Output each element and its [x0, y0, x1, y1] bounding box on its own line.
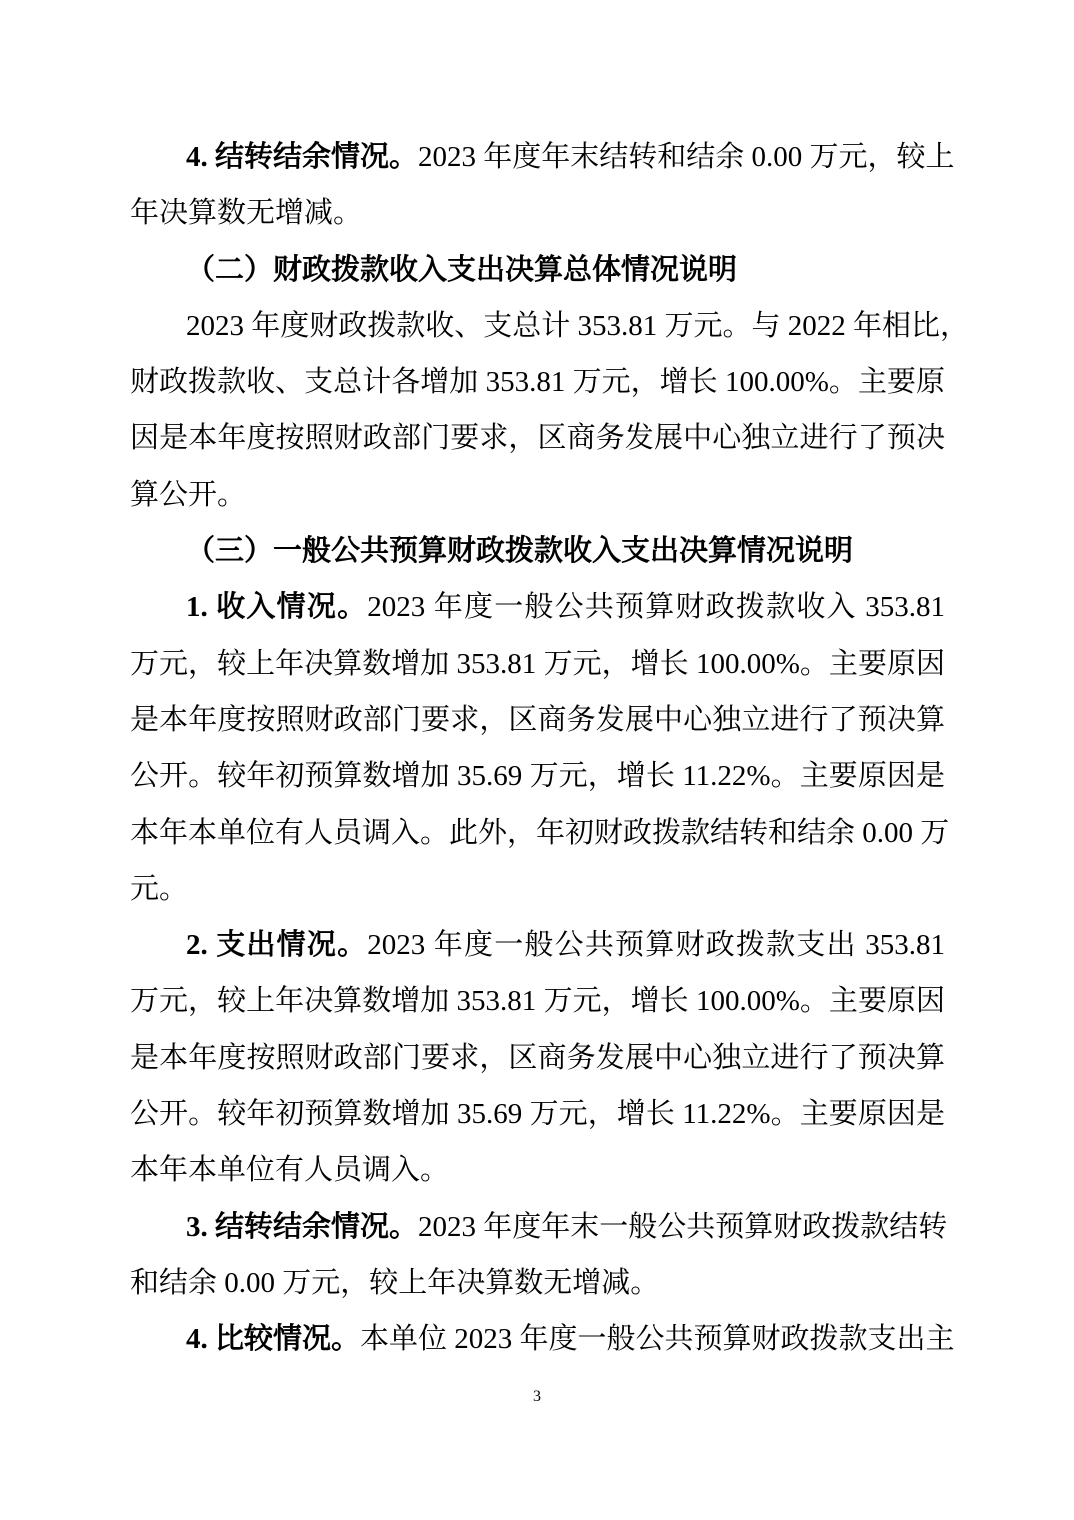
line-text: 万元，较上年决算数增加 353.81 万元，增长 100.00%。主要原因 — [130, 647, 945, 680]
line-text: 是本年度按照财政部门要求，区商务发展中心独立进行了预决算 — [130, 1041, 945, 1074]
line-text: 公开。较年初预算数增加 35.69 万元，增长 11.22%。主要原因是 — [130, 1098, 945, 1131]
line-text: 年决算数无增减。 — [130, 197, 363, 230]
line-text: 万元，较上年决算数增加 353.81 万元，增长 100.00%。主要原因 — [130, 985, 945, 1018]
text-line — [130, 861, 945, 917]
line-text: （二）财政拨款收入支出决算总体情况说明 — [186, 253, 738, 286]
text-line — [130, 1311, 955, 1367]
text-line — [130, 748, 945, 804]
text-line — [130, 579, 945, 635]
text-line — [130, 692, 945, 748]
text-line — [130, 523, 945, 579]
text-line — [130, 1199, 948, 1255]
paragraph — [130, 129, 955, 242]
section-heading — [130, 523, 945, 579]
line-text: 是本年度按照财政部门要求，区商务发展中心独立进行了预决算 — [130, 703, 945, 736]
text-line — [130, 805, 950, 861]
line-text: 2023 年度一般公共预算财政拨款支出 353.81 — [367, 929, 945, 962]
text-line — [130, 1142, 945, 1198]
text-line — [130, 298, 970, 354]
paragraph-lead: 4. 结转结余情况。 — [186, 141, 419, 173]
line-text: 和结余 0.00 万元，较上年决算数无增减。 — [130, 1266, 660, 1299]
paragraph-lead: 4. 比较情况。 — [186, 1323, 361, 1356]
line-text: 公开。较年初预算数增加 35.69 万元，增长 11.22%。主要原因是 — [130, 760, 945, 793]
text-line — [130, 467, 945, 523]
line-text: 因是本年度按照财政部门要求，区商务发展中心独立进行了预决 — [130, 422, 945, 455]
line-text: 本年本单位有人员调入。 — [130, 1154, 450, 1187]
line-text: 2023 年度年末结转和结余 0.00 万元，较上 — [418, 141, 955, 173]
text-line — [130, 354, 945, 410]
paragraph-lead: 2. 支出情况。 — [186, 929, 368, 962]
paragraph — [130, 917, 945, 1198]
paragraph — [130, 1311, 955, 1367]
text-line — [130, 242, 945, 298]
line-text: 算公开。 — [130, 478, 247, 511]
line-text: 2023 年度年末一般公共预算财政拨款结转 — [418, 1210, 948, 1243]
text-line — [130, 1086, 945, 1142]
text-line — [130, 917, 945, 973]
text-line — [130, 129, 955, 185]
line-text: 2023 年度一般公共预算财政拨款收入 353.81 — [367, 591, 945, 624]
paragraph — [130, 1199, 948, 1312]
section-heading — [130, 242, 945, 298]
line-text: 元。 — [130, 872, 189, 905]
line-text: （三）一般公共预算财政拨款收入支出决算情况说明 — [186, 535, 854, 568]
paragraph — [130, 579, 950, 917]
line-text: 财政拨款收、支总计各增加 353.81 万元，增长 100.00%。主要原 — [130, 366, 945, 399]
paragraph-lead: 3. 结转结余情况。 — [186, 1210, 419, 1243]
text-line — [130, 410, 945, 466]
line-text: 本年本单位有人员调入。此外，年初财政拨款结转和结余 0.00 万 — [130, 816, 950, 849]
line-text: 本单位 2023 年度一般公共预算财政拨款支出主 — [360, 1323, 955, 1356]
paragraph-lead: 1. 收入情况。 — [186, 591, 368, 624]
text-line — [130, 185, 945, 241]
line-text: 2023 年度财政拨款收、支总计 353.81 万元。与 2022 年相比， — [186, 309, 970, 342]
text-line — [130, 636, 945, 692]
document-body — [130, 129, 970, 1368]
text-line — [130, 1030, 945, 1086]
text-line — [130, 1255, 945, 1311]
text-line — [130, 973, 945, 1029]
page-number: 3 — [533, 1388, 541, 1405]
paragraph — [130, 298, 970, 523]
